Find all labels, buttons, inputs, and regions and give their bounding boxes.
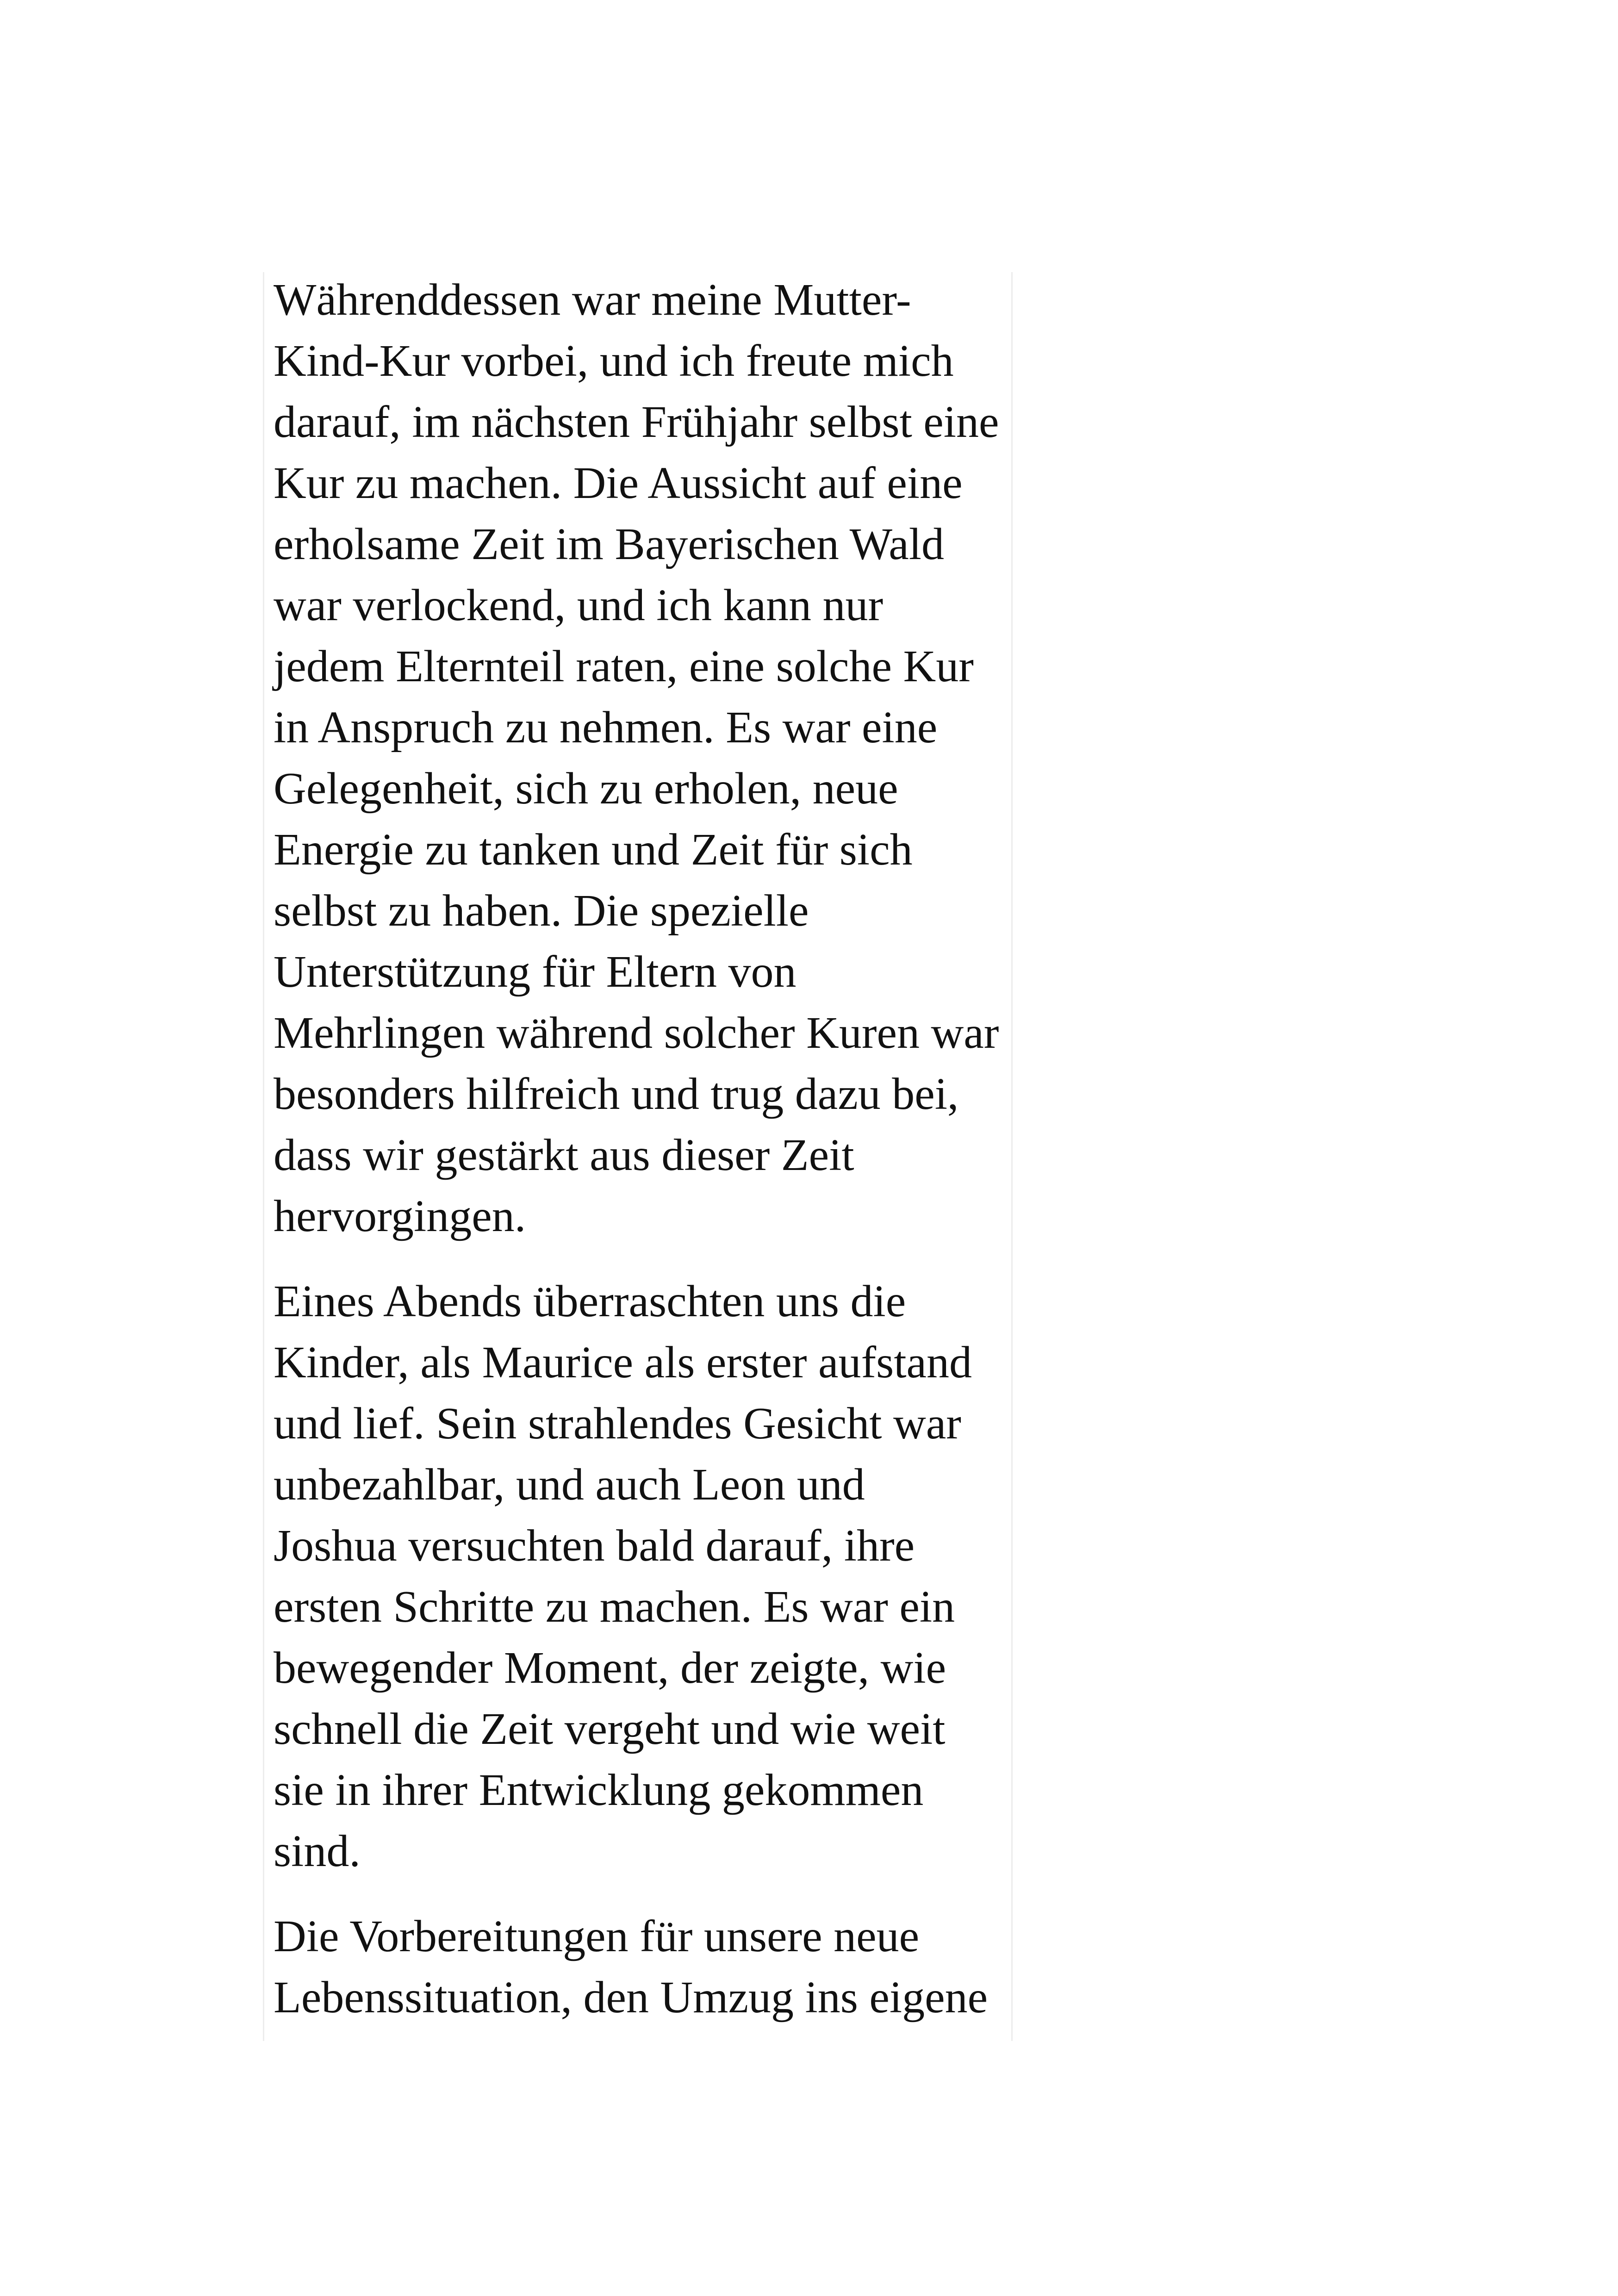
text-line: bewegender Moment, der zeigte, wie: [274, 1643, 946, 1693]
text-line: Joshua versuchten bald darauf, ihre: [274, 1521, 915, 1571]
text-line: Kur zu machen. Die Aussicht auf eine: [274, 458, 963, 508]
text-line: Energie zu tanken und Zeit für sich: [274, 825, 913, 875]
text-line: hervorgingen.: [274, 1191, 526, 1241]
text-line: Kind-Kur vorbei, und ich freute mich: [274, 336, 954, 386]
text-line: sind.: [274, 1826, 361, 1876]
text-line: besonders hilfreich und trug dazu bei,: [274, 1069, 959, 1119]
text-line: darauf, im nächsten Frühjahr selbst eine: [274, 397, 999, 447]
text-line: Währenddessen war meine Mutter-: [274, 275, 911, 325]
text-line: jedem Elternteil raten, eine solche Kur: [274, 641, 974, 691]
text-line: schnell die Zeit vergeht und wie weit: [274, 1704, 946, 1754]
text-line: Die Vorbereitungen für unsere neue: [274, 1911, 920, 1961]
text-line: und lief. Sein strahlendes Gesicht war: [274, 1399, 961, 1449]
text-line: in Anspruch zu nehmen. Es war eine: [274, 703, 938, 753]
text-line: Unterstützung für Eltern von: [274, 947, 797, 997]
text-column: [263, 272, 1013, 2041]
text-line: Mehrlingen während solcher Kuren war: [274, 1008, 999, 1058]
text-line: ersten Schritte zu machen. Es war ein: [274, 1582, 955, 1632]
text-line: sie in ihrer Entwicklung gekommen: [274, 1765, 924, 1815]
text-line: Kinder, als Maurice als erster aufstand: [274, 1338, 972, 1388]
text-line: unbezahlbar, und auch Leon und: [274, 1460, 865, 1510]
text-line: Gelegenheit, sich zu erholen, neue: [274, 764, 898, 814]
text-line: war verlockend, und ich kann nur: [274, 580, 884, 630]
text-line: Eines Abends überraschten uns die: [274, 1276, 906, 1326]
text-line: selbst zu haben. Die spezielle: [274, 886, 809, 936]
text-line: erholsame Zeit im Bayerischen Wald: [274, 519, 944, 569]
text-line: Lebenssituation, den Umzug ins eigene: [274, 1972, 988, 2022]
text-line: dass wir gestärkt aus dieser Zeit: [274, 1130, 854, 1180]
